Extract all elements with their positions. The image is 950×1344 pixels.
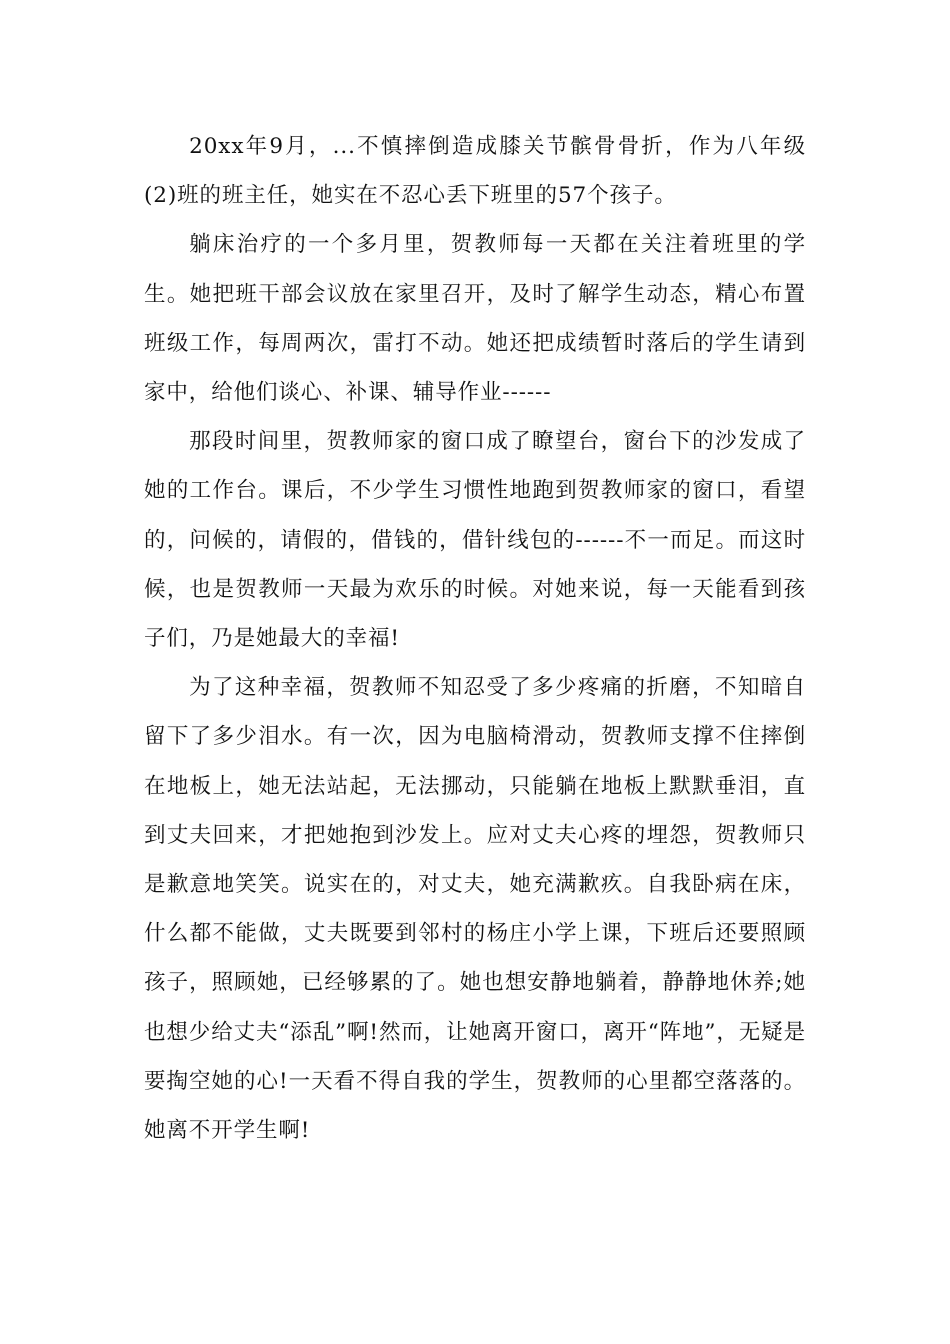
paragraph-3: 那段时间里，贺教师家的窗口成了瞭望台，窗台下的沙发成了她的工作台。课后，不少学生习惯性地跑到贺教师家的窗口，看望的，问候的，请假的，借钱的，借针线包的------不一而足。而这时候，也是贺教师一天最为欢乐的时候。对她来说，每一天能看到孩子们，乃是她最大的幸福! xyxy=(144,429,806,652)
body-text xyxy=(144,122,806,1155)
paragraph-2: 躺床治疗的一个多月里，贺教师每一天都在关注着班里的学生。她把班干部会议放在家里召开，及时了解学生动态，精心布置班级工作，每周两次，雷打不动。她还把成绩暂时落后的学生请到家中，给他们谈心、补课、辅导作业------ xyxy=(144,232,806,406)
paragraph-1: 20xx年9月，...不慎摔倒造成膝关节髌骨骨折，作为八年级(2)班的班主任，她实在不忍心丢下班里的57个孩子。 xyxy=(144,134,806,209)
paragraph-4: 为了这种幸福，贺教师不知忍受了多少疼痛的折磨，不知暗自留下了多少泪水。有一次，因为电脑椅滑动，贺教师支撑不住摔倒在地板上，她无法站起，无法挪动，只能躺在地板上默默垂泪，直到丈夫回来，才把她抱到沙发上。应对丈夫心疼的埋怨，贺教师只是歉意地笑笑。说实在的，对丈夫，她充满歉疚。自我卧病在床，什么都不能做，丈夫既要到邻村的杨庄小学上课，下班后还要照顾孩子，照顾她，已经够累的了。她也想安静地躺着，静静地休养;她也想少给丈夫“添乱”啊!然而，让她离开窗口，离开“阵地”，无疑是要掏空她的心!一天看不得自我的学生，贺教师的心里都空落落的。她离不开学生啊! xyxy=(144,675,806,1144)
